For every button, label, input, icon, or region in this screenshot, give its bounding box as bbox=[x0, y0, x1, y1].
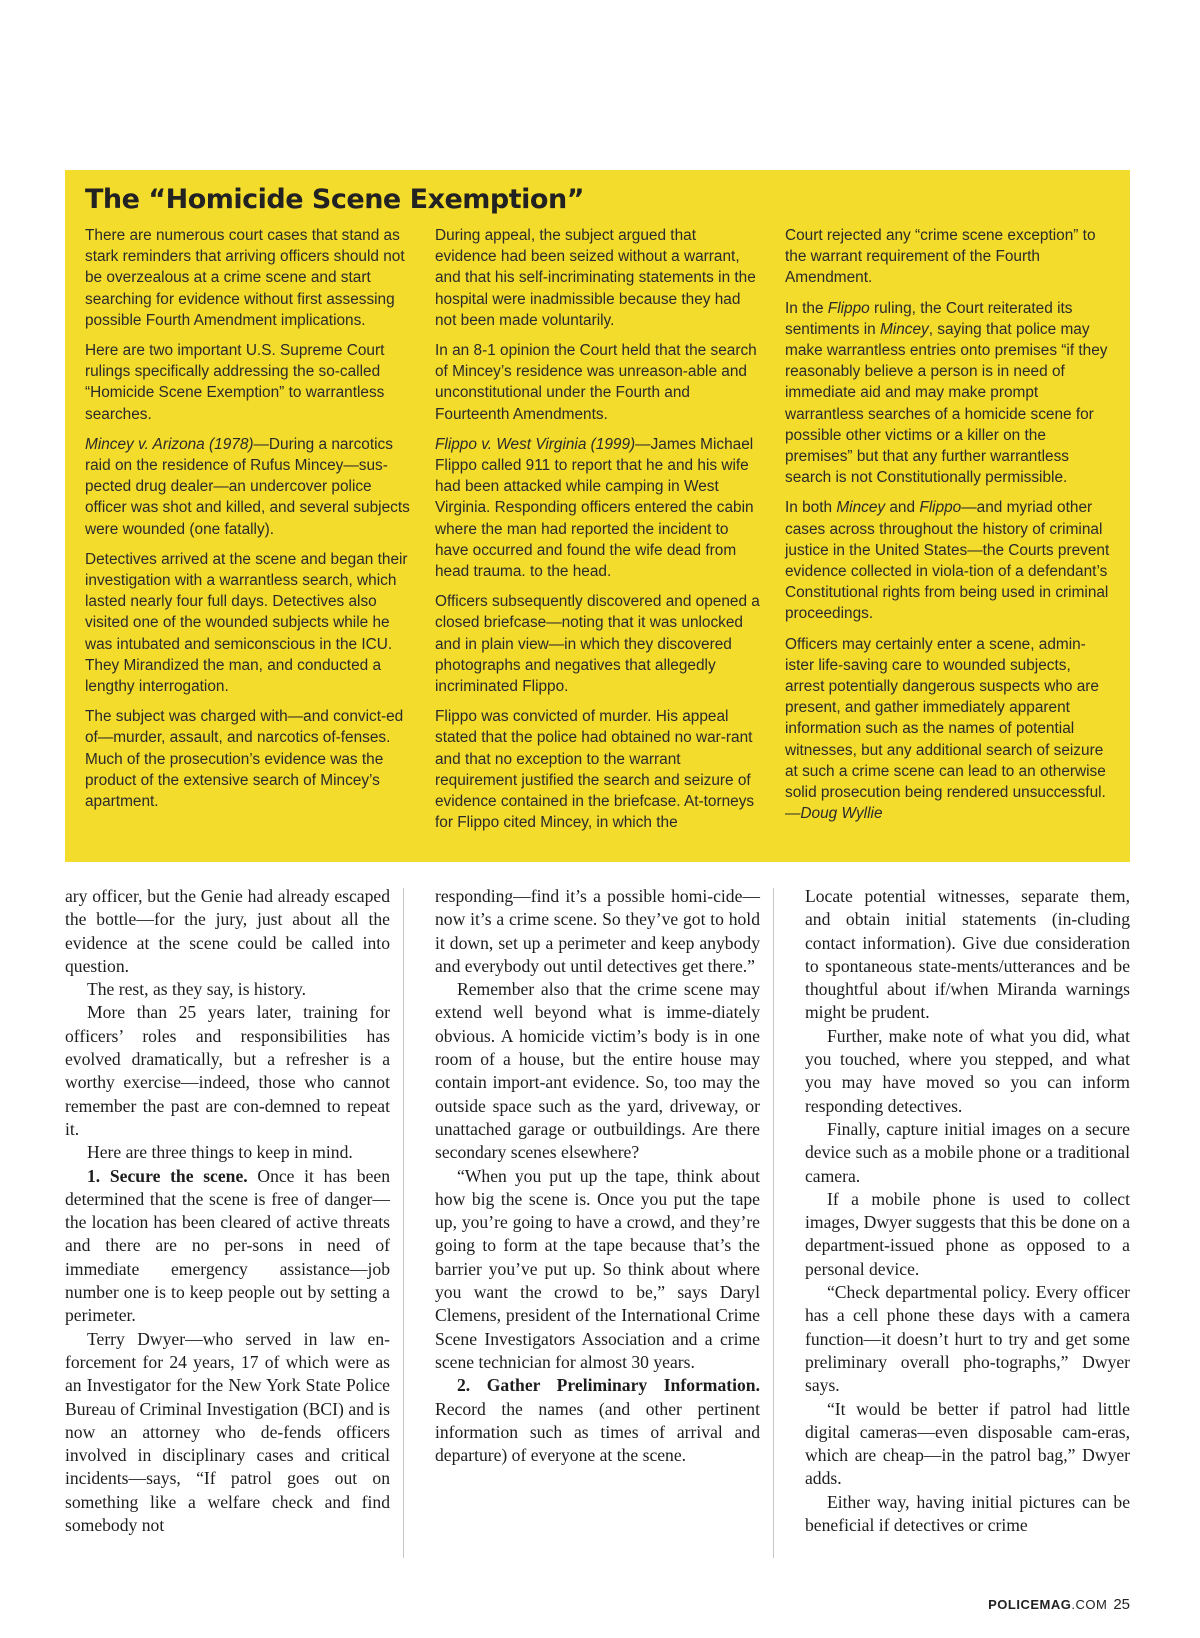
sidebar-paragraph: Flippo was convicted of murder. His appeal stated that the police had obtained no war-rant and that no exception to the warrant requirement justified the search and seizure of evidence contained in the briefcase. At-torneys for Flippo cited Mincey, in which the bbox=[435, 708, 755, 832]
article-column-1 bbox=[65, 885, 390, 1537]
article-paragraph: Further, make note of what you did, what you touched, where you stepped, and what you may have moved so you can inform responding detectives. bbox=[805, 1025, 1130, 1116]
article-paragraph: “It would be better if patrol had little digital cameras—even disposable cam-eras, which are cheap—in the patrol bag,” Dwyer adds. bbox=[805, 1398, 1130, 1489]
article-paragraph: Either way, having initial pictures can be beneficial if detectives or crime bbox=[805, 1491, 1130, 1536]
sidebar-paragraph: Court rejected any “crime scene exception” to the warrant requirement of the Fourth Amendment. bbox=[785, 227, 1096, 287]
case-ref: Flippo bbox=[827, 299, 870, 317]
article-paragraph bbox=[65, 1165, 390, 1328]
article-paragraph: “Check departmental policy. Every officer has a cell phone these days with a camera function—it doesn’t hurt to try and get some preliminary overall pho-tographs,” Dwyer says. bbox=[805, 1282, 1130, 1396]
section-heading: 1. Secure the scene. bbox=[87, 1165, 248, 1186]
article-paragraph: responding—find it’s a possible homi-cide—now it’s a crime scene. So they’ve got to hold it down, set up a perimeter and keep anybody and everybody out until detectives get there.” bbox=[435, 886, 760, 976]
article-paragraph: “When you put up the tape, think about how big the scene is. Once you put the tape up, you’re going to have a crowd, and they’re going to form at the tape because that’s the barrier you’ve put up. So think about where you want the crowd to be,” says Daryl Clemens, president of the International Crime Scene Investigators Association and a crime scene technician for almost 30 years. bbox=[435, 1165, 760, 1372]
article-paragraph: ary officer, but the Genie had already escaped the bottle—for the jury, just about all the evidence at the scene could be called into question. bbox=[65, 886, 390, 976]
text-run: Record the names (and other pertinent information such as times of arrival and departure) of everyone at the scene. bbox=[435, 1398, 760, 1466]
sidebar-paragraph: In an 8-1 opinion the Court held that the search of Mincey’s residence was unreason-able and unconstitutional under the Fourth and Fourteenth Amendments. bbox=[435, 342, 757, 423]
site-name: POLICEMAG bbox=[988, 1597, 1072, 1612]
sidebar-column-2 bbox=[435, 225, 760, 842]
article-body bbox=[65, 885, 1130, 1537]
sidebar-paragraph: Here are two important U.S. Supreme Court rulings specifically addressing the so-called “Homicide Scene Exemption” to warrantless searches. bbox=[85, 342, 385, 423]
case-text: —James Michael Flippo called 911 to report that he and his wife had been attacked while camping in West Virginia. Responding officers entered the cabin where the man had reported the incident to have occurred and found the wife dead from head trauma. to the head. bbox=[435, 435, 754, 581]
text-run: and bbox=[885, 499, 920, 517]
text-run: —and myriad other cases across throughout the history of criminal justice in the United States—the Courts prevent evidence collected in viola-tion of a defendant’s Constitutional rights from being used in criminal proceedings. bbox=[785, 499, 1110, 623]
text-run: In both bbox=[785, 499, 837, 517]
page-number: 25 bbox=[1113, 1596, 1130, 1613]
article-paragraph: Locate potential witnesses, separate them, and obtain initial statements (in-cluding contact information). Give due consideration to spontaneous state-ments/utterances and be thoughtful about if/when Miranda warnings might be prudent. bbox=[805, 886, 1130, 1023]
article-paragraph: The rest, as they say, is history. bbox=[87, 979, 307, 1000]
text-run: , saying that police may make warrantless entries onto premises “if they reasonably believe a person is in need of immediate aid and may make prompt warrantless searches of a homicide scene for possible other victims or a killer on the premises” but that any further warrantless search is not Constitutionally permissible. bbox=[785, 320, 1108, 487]
article-paragraph: Here are three things to keep in mind. bbox=[87, 1142, 353, 1163]
sidebar-paragraph bbox=[785, 634, 1110, 825]
sidebar-paragraph: The subject was charged with—and convict-ed of—murder, assault, and narcotics of-fenses. Much of the prosecution’s evidence was the product of the extensive search of Mincey’s apartment. bbox=[85, 708, 404, 811]
article-paragraph bbox=[435, 1374, 760, 1467]
article-column-3 bbox=[805, 885, 1130, 1537]
sidebar-paragraph: Detectives arrived at the scene and began their investigation with a warrantless search, which lasted nearly four full days. Detectives also visited one of the wounded subjects while he was intubated and semiconscious in the ICU. They Mirandized the man, and conducted a lengthy interrogation. bbox=[85, 550, 408, 696]
sidebar-paragraph: Officers subsequently discovered and opened a closed briefcase—noting that it was unlocked and in plain view—in which they discovered photographs and negatives that allegedly incriminated Flippo. bbox=[435, 593, 760, 696]
sidebar-column-3 bbox=[785, 225, 1110, 842]
sidebar-paragraph bbox=[785, 497, 1110, 624]
page-footer bbox=[988, 1596, 1130, 1613]
case-name: Flippo v. West Virginia (1999) bbox=[435, 435, 636, 453]
text-run: ruling, the Court reiterated its sentiments in bbox=[785, 299, 1073, 338]
sidebar-box bbox=[65, 170, 1130, 862]
article-paragraph: Terry Dwyer—who served in law en-forcement for 24 years, 17 of which were as an Investigator for the New York State Police Bureau of Criminal Investigation (BCI) and is now an attorney who de-fends officers involved in disciplinary cases and critical incidents—says, “If patrol goes out on something like a welfare check and find somebody not bbox=[65, 1328, 390, 1536]
sidebar-columns bbox=[85, 225, 1110, 842]
case-name: Mincey v. Arizona (1978) bbox=[85, 435, 254, 453]
article-paragraph: More than 25 years later, training for officers’ roles and responsibilities has evolved dramatically, but a refresher is a worthy exercise—indeed, those who cannot remember the past are con-demned to repeat it. bbox=[65, 1002, 390, 1139]
case-ref: Flippo bbox=[919, 499, 962, 517]
sidebar-paragraph: There are numerous court cases that stand as stark reminders that arriving officers should not be overzealous at a crime scene and start searching for evidence without first assessing possible Fourth Amendment implications. bbox=[85, 227, 405, 329]
article-paragraph: Finally, capture initial images on a secure device such as a mobile phone or a traditional camera. bbox=[805, 1118, 1130, 1186]
sidebar-paragraph bbox=[85, 434, 410, 540]
case-text: —During a narcotics raid on the residence of Rufus Mincey—sus-pected drug dealer—an undercover police officer was shot and killed, and several subjects were wounded (one fatally). bbox=[85, 435, 410, 538]
sidebar-paragraph bbox=[785, 298, 1110, 489]
article-paragraph: If a mobile phone is used to collect images, Dwyer suggests that this be done on a department-issued phone as opposed to a personal device. bbox=[805, 1188, 1130, 1279]
case-ref: Mincey bbox=[836, 499, 886, 517]
text-run: Officers may certainly enter a scene, admin-ister life-saving care to wounded subjects, arrest potentially dangerous suspects who are present, and gather immediately apparent information such as the names of potential witnesses, but any additional search of seizure at such a crime scene can lead to an otherwise solid prosecution being rendered unsuccessful. bbox=[785, 635, 1106, 802]
article-paragraph: Remember also that the crime scene may extend well beyond what is imme-diately obvious. A homicide victim’s body is in one room of a house, but the entire house may contain import-ant evidence. So, too may the outside space such as the yard, driveway, or unattached garage or outbuildings. Are there secondary scenes elsewhere? bbox=[435, 979, 760, 1163]
sidebar-column-1 bbox=[85, 225, 410, 842]
text-run: In the bbox=[785, 299, 828, 317]
sidebar-paragraph: During appeal, the subject argued that evidence had been seized without a warrant, and that his self-incriminating statements in the hospital were inadmissible because they had not been made voluntarily. bbox=[435, 227, 756, 329]
article-column-2 bbox=[435, 885, 760, 1537]
sidebar-title: The “Homicide Scene Exemption” bbox=[85, 184, 584, 215]
byline: —Doug Wyllie bbox=[785, 805, 883, 823]
sidebar-paragraph bbox=[435, 434, 760, 582]
text-run: Once it has been determined that the scene is free of danger—the location has been cleared of active threats and there are no per-sons in need of immediate emergency assistance—job number one is to keep people out by setting a perimeter. bbox=[65, 1165, 390, 1326]
site-tld: .COM bbox=[1071, 1597, 1108, 1612]
section-heading: 2. Gather Preliminary Information. bbox=[457, 1375, 760, 1396]
case-ref: Mincey bbox=[879, 320, 929, 338]
